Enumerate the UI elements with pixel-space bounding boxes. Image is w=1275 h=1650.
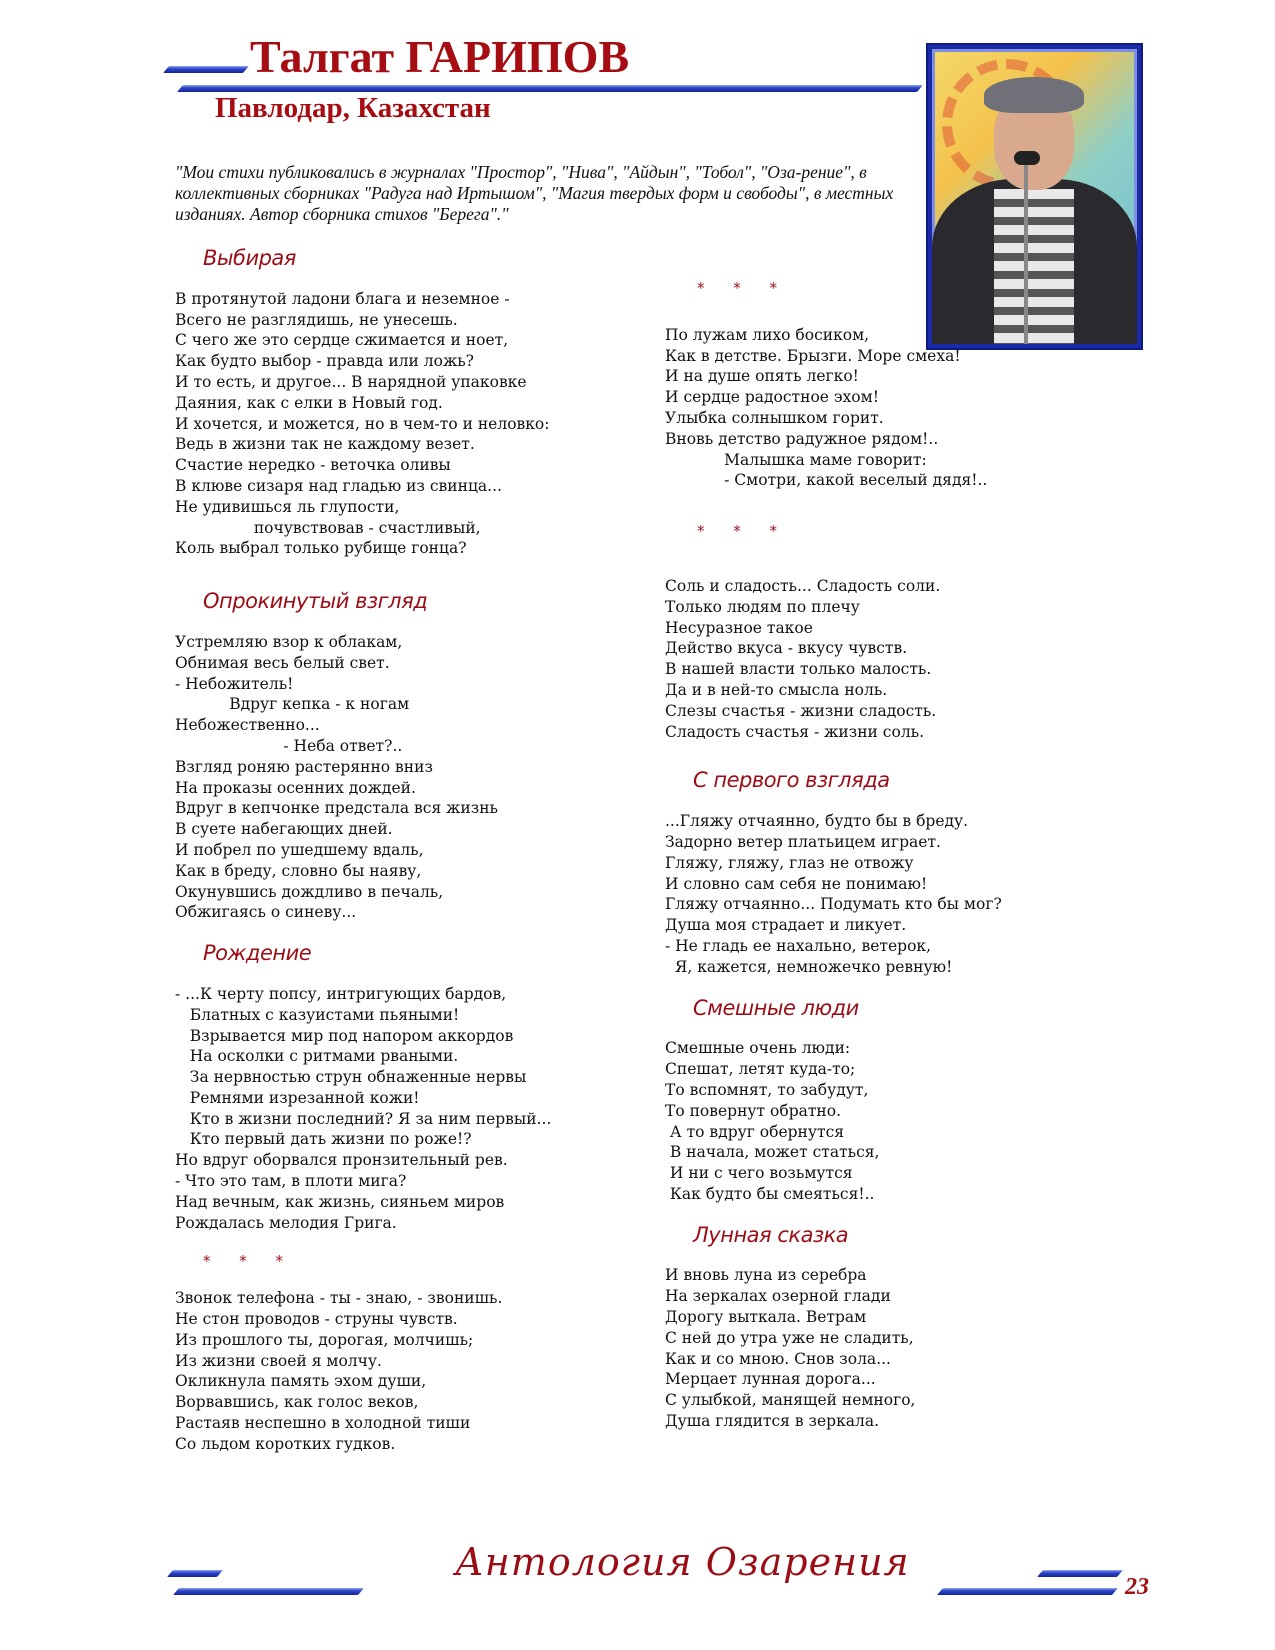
poem-line: Вновь детство радужное рядом!.. (665, 429, 939, 448)
poem-body (175, 289, 595, 559)
header-bar-short (163, 66, 249, 73)
author-name: Талгат ГАРИПОВ (250, 31, 630, 82)
poem-line: Всего не разглядишь, не унесешь. (175, 310, 458, 329)
poem-line: Несуразное такое (665, 618, 813, 637)
poem-line: Слезы счастья - жизни сладость. (665, 701, 937, 720)
poem-line: И вновь луна из серебра (665, 1266, 867, 1285)
poem-line: В клюве сизаря над гладью из свинца... (175, 476, 502, 495)
poem-line: Ремнями изрезанной кожи! (175, 1088, 420, 1107)
poem-line: Душа моя страдает и ликует. (665, 916, 907, 935)
asterism-divider: * * * (697, 522, 790, 541)
poem-line: Со льдом коротких гудков. (175, 1434, 396, 1453)
microphone-icon (1014, 151, 1040, 165)
poem-line: Обнимая весь белый свет. (175, 653, 390, 672)
poem-line: Обжигаясь о синеву... (175, 903, 357, 922)
poem-line: Небожественно... (175, 716, 320, 735)
poem-line: Кто первый дать жизни по роже!? (175, 1130, 472, 1149)
poem-line: Как в бреду, словно бы наяву, (175, 861, 422, 880)
poem-title: Лунная сказка (693, 1222, 849, 1247)
poem-line: На осколки с ритмами рваными. (175, 1047, 459, 1066)
poem-line: - Смотри, какой веселый дядя!.. (665, 471, 988, 490)
poem-body (665, 1038, 1045, 1204)
poem-line: Соль и сладость... Сладость соли. (665, 576, 941, 595)
poem-line: В нашей власти только малость. (665, 660, 932, 679)
poem-line: - Не гладь ее нахально, ветерок, (665, 936, 932, 955)
footer-anthology-title: Антология Озарения (455, 1540, 910, 1584)
poem-line: Спешат, летят куда-то; (665, 1060, 856, 1079)
poem-line: И то есть, и другое... В нарядной упаковке (175, 372, 527, 391)
poem-line: Малышка маме говорит: (665, 450, 927, 469)
poem-body (175, 1288, 595, 1454)
poem-line: Улыбка солнышком горит. (665, 408, 884, 427)
poem-line: В начала, может статься, (665, 1143, 880, 1162)
poem (665, 521, 1045, 742)
poem-line: Блатных с казуистами пьяными! (175, 1005, 460, 1024)
poem-line: - Небожитель! (175, 674, 294, 693)
poem-line: Как и со мною. Снов зола... (665, 1349, 891, 1368)
poem-line: В протянутой ладони блага и неземное - (175, 289, 510, 308)
poem-line: почувствовав - счастливый, (175, 518, 481, 537)
poem-line: С чего же это сердце сжимается и ноет, (175, 331, 509, 350)
poem-title: С первого взгляда (693, 768, 890, 793)
poem-line: И сердце радостное эхом! (665, 388, 879, 407)
poem-title: Рождение (203, 941, 312, 966)
footer-bar-right-top (1037, 1570, 1123, 1577)
poem-line: Взгляд роняю растерянно вниз (175, 757, 433, 776)
poem-line: В суете набегающих дней. (175, 820, 393, 839)
poem-line: И словно сам себя не понимаю! (665, 874, 928, 893)
poem-line: Счастие нередко - веточка оливы (175, 456, 451, 475)
poem-line: По лужам лихо босиком, (665, 325, 870, 344)
left-column (175, 248, 595, 1455)
poem-line: Кто в жизни последний? Я за ним первый... (175, 1109, 552, 1128)
poem-line: Даяния, как с елки в Новый год. (175, 393, 443, 412)
poem-line: - Что это там, в плоти мига? (175, 1172, 407, 1191)
poem-line: Гляжу, гляжу, глаз не отвожу (665, 853, 914, 872)
poem-line: Вдруг в кепчонке предстала вся жизнь (175, 799, 498, 818)
poem-line: Из жизни своей я молчу. (175, 1351, 382, 1370)
poem (665, 770, 1045, 977)
poem-title: Смешные люди (693, 995, 859, 1020)
poem-line: Вдруг кепка - к ногам (175, 695, 410, 714)
poem-line: Устремляю взор к облакам, (175, 632, 403, 651)
poem-line: Ведь в жизни так не каждому везет. (175, 435, 475, 454)
poem-line: - Неба ответ?.. (175, 736, 403, 755)
asterism-divider: * * * (203, 1252, 296, 1271)
poem-line: Окликнула память эхом души, (175, 1372, 427, 1391)
poem-line: На проказы осенних дождей. (175, 778, 416, 797)
poem-line: Действо вкуса - вкусу чувств. (665, 639, 908, 658)
poem (175, 591, 595, 923)
poem-line: Да и в ней-то смысла ноль. (665, 680, 888, 699)
page-number: 23 (1125, 1574, 1149, 1600)
author-location: Павлодар, Казахстан (215, 92, 491, 124)
header-bar-long (177, 85, 923, 92)
poem-line: На зеркалах озерной глади (665, 1287, 891, 1306)
poem-line: Душа глядится в зеркала. (665, 1412, 880, 1431)
poem-line: Гляжу отчаянно... Подумать кто бы мог? (665, 895, 1002, 914)
poem-line: Но вдруг оборвался пронзительный рев. (175, 1151, 508, 1170)
poem-line: Растаяв неспешно в холодной тиши (175, 1414, 471, 1433)
asterism-divider: * * * (697, 279, 790, 297)
poem-line: Ворвавшись, как голос веков, (175, 1393, 419, 1412)
poem-line: Задорно ветер платьицем играет. (665, 832, 941, 851)
poem-line: Только людям по плечу (665, 597, 860, 616)
poem-line: И побрел по ушедшему вдаль, (175, 840, 424, 859)
poem (175, 248, 595, 559)
poem-line: За нервностью струн обнаженные нервы (175, 1068, 527, 1087)
poem-line: Дорогу выткала. Ветрам (665, 1308, 867, 1327)
poem-title: Опрокинутый взгляд (203, 589, 428, 614)
poem-line: Из прошлого ты, дорогая, молчишь; (175, 1330, 474, 1349)
poem-body (175, 984, 595, 1234)
footer-bar-right-bottom (937, 1588, 1118, 1595)
poem (175, 1251, 595, 1454)
poem-line: - ...К черту попсу, интригующих бардов, (175, 984, 507, 1003)
footer-bar-left-bottom (173, 1588, 364, 1595)
poem-line: Как будто бы смеяться!.. (665, 1184, 875, 1203)
poem-line: Я, кажется, немножечко ревную! (665, 957, 953, 976)
poem-body (665, 576, 1045, 742)
poem-line: И хочется, и можется, но в чем-то и неловко: (175, 414, 550, 433)
footer-bar-left-top (167, 1570, 223, 1577)
poem-line: Коль выбрал только рубище гонца? (175, 539, 467, 558)
poem-line: Сладость счастья - жизни соль. (665, 722, 925, 741)
poem-line: С ней до утра уже не сладить, (665, 1328, 914, 1347)
poem-line: А то вдруг обернутся (665, 1122, 845, 1141)
poem-line: Звонок телефона - ты - знаю, - звонишь. (175, 1289, 503, 1308)
photo-cap (984, 77, 1084, 113)
poem-body (175, 632, 595, 923)
poem-line: Не стон проводов - струны чувств. (175, 1310, 458, 1329)
poem-title: Выбирая (203, 246, 296, 270)
poem-body (665, 1265, 1045, 1431)
poem (665, 278, 1045, 491)
poem-line: ...Гляжу отчаянно, будто бы в бреду. (665, 812, 969, 831)
author-bio: "Мои стихи публиковались в журналах "Простор", "Нива", "Айдын", "Тобол", "Оза-рение", в коллективных сборниках "Радуга над Иртышом", "Магия твердых форм и свободы", в местных изданиях. Автор сборника стихов "Берега"." (175, 162, 894, 224)
poem (175, 943, 595, 1233)
poem-line: И ни с чего возьмутся (665, 1164, 853, 1183)
poem-line: Рождалась мелодия Грига. (175, 1213, 397, 1232)
poem-line: И на душе опять легко! (665, 367, 859, 386)
poem-line: Как будто выбор - правда или ложь? (175, 352, 474, 371)
poem-line: То вспомнят, то забудут, (665, 1080, 869, 1099)
poem-line: Смешные очень люди: (665, 1039, 851, 1058)
poem-line: То повернут обратно. (665, 1101, 842, 1120)
poem-body (665, 811, 1045, 977)
poem (665, 995, 1045, 1205)
poem-line: Мерцает лунная дорога... (665, 1370, 876, 1389)
poem-line: С улыбкой, манящей немного, (665, 1391, 916, 1410)
poem-line: Окунувшись дождливо в печаль, (175, 882, 444, 901)
poem-body (665, 325, 1045, 491)
poem-line: Как в детстве. Брызги. Море смеха! (665, 346, 961, 365)
right-column (665, 278, 1045, 1432)
poem (665, 1222, 1045, 1432)
poem-line: Взрывается мир под напором аккордов (175, 1026, 514, 1045)
poem-line: Над вечным, как жизнь, сияньем миров (175, 1192, 505, 1211)
poem-line: Не удивишься ль глупости, (175, 497, 400, 516)
